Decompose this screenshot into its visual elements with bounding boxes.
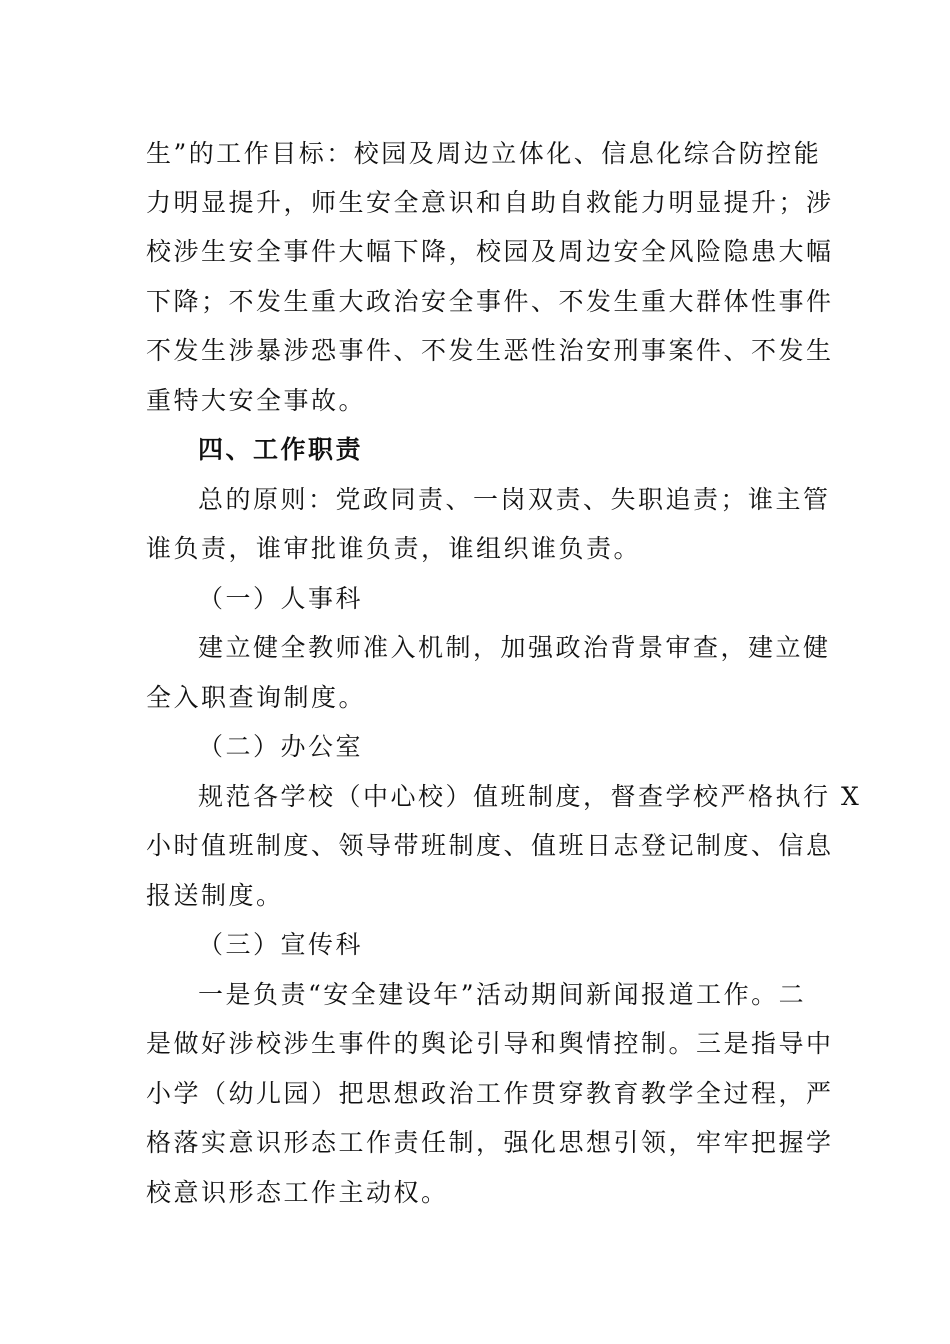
text-line: 规范各学校（中心校）值班制度，督查学校严格执行 X xyxy=(198,782,862,811)
text-line: 全入职查询制度。 xyxy=(146,683,367,712)
text-line: 重特大安全事故。 xyxy=(146,386,367,415)
text-line: 力明显提升，师生安全意识和自助自救能力明显提升；涉 xyxy=(146,188,834,217)
text-line: 校意识形态工作主动权。 xyxy=(146,1178,449,1207)
subsection-heading: （一）人事科 xyxy=(198,584,364,613)
text-line: 是做好涉校涉生事件的舆论引导和舆情控制。三是指导中 xyxy=(146,1029,834,1058)
text-line: 一是负责“安全建设年”活动期间新闻报道工作。二 xyxy=(198,980,807,1009)
text-line: 校涉生安全事件大幅下降，校园及周边安全风险隐患大幅 xyxy=(146,237,834,266)
text-line: 报送制度。 xyxy=(146,881,284,910)
text-line: 建立健全教师准入机制，加强政治背景审查，建立健 xyxy=(198,633,831,662)
text-line: 生”的工作目标：校园及周边立体化、信息化综合防控能 xyxy=(146,139,822,168)
text-line: 小学（幼儿园）把思想政治工作贯穿教育教学全过程，严 xyxy=(146,1079,834,1108)
text-line: 谁负责，谁审批谁负责，谁组织谁负责。 xyxy=(146,534,642,563)
text-line: 格落实意识形态工作责任制，强化思想引领，牢牢把握学 xyxy=(146,1128,834,1157)
subsection-heading: （二）办公室 xyxy=(198,732,364,761)
text-line: 下降；不发生重大政治安全事件、不发生重大群体性事件 xyxy=(146,287,834,316)
text-line: 总的原则：党政同责、一岗双责、失职追责；谁主管 xyxy=(198,485,831,514)
text-line: 不发生涉暴涉恐事件、不发生恶性治安刑事案件、不发生 xyxy=(146,336,834,365)
text-line: 小时值班制度、领导带班制度、值班日志登记制度、信息 xyxy=(146,831,834,860)
subsection-heading: （三）宣传科 xyxy=(198,930,364,959)
section-heading: 四、工作职责 xyxy=(198,435,364,464)
